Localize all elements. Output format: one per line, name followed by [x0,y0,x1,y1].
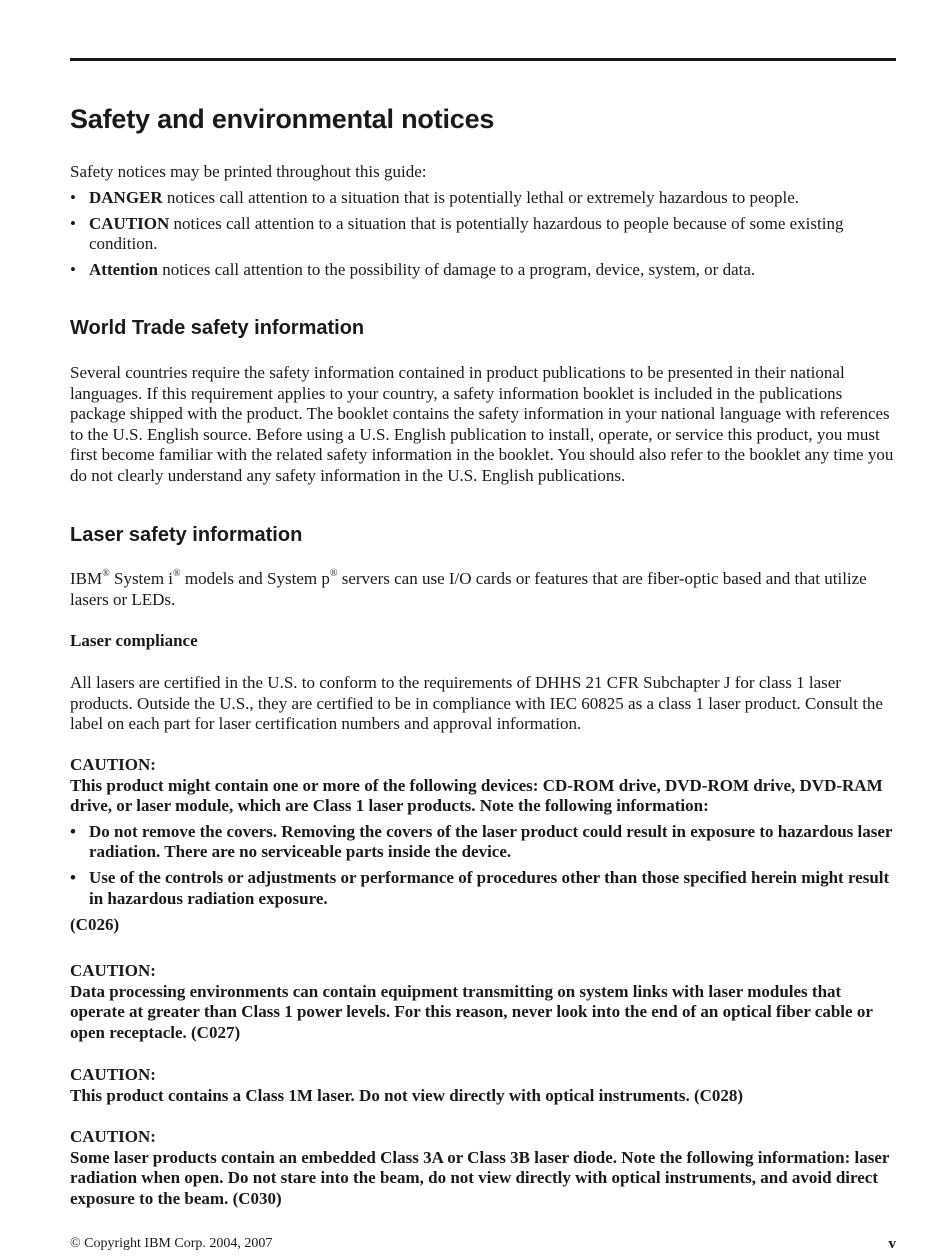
caution-bullets [70,822,896,910]
caution-label: CAUTION: [70,1065,156,1084]
caution-c028 [70,1065,896,1106]
caution-text: Data processing environments can contain equipment transmitting on system links with laser modules that operate at greater than Class 1 power levels. For this reason, never look into the end of an optical fiber cable or open receptacle. (C027) [70,981,873,1042]
notice-term: CAUTION [89,213,170,233]
laser-intro-block [70,569,896,610]
laser-heading: Laser safety information [70,524,303,546]
laser-compliance-heading: Laser compliance [70,631,198,650]
world-trade-body-block [70,363,896,487]
footer-page-number: v [888,1236,896,1252]
list-item [70,188,896,209]
notice-description: notices call attention to a situation that is potentially hazardous to people because of some existing condition. [89,213,844,254]
caution-label: CAUTION: [70,961,156,980]
notice-term: Attention [89,260,158,280]
list-item [70,260,896,281]
notice-description: notices call attention to the possibility of damage to a program, device, system, or data. [157,260,756,280]
caution-c030 [70,1127,896,1209]
caution-label: CAUTION: [70,1127,156,1146]
caution-text: Some laser products contain an embedded Class 3A or Class 3B laser diode. Note the following information: laser radiation when open. Do not stare into the beam, do not view directly with optical instruments, and avoid direct exposure to the beam. (C030) [70,1147,890,1208]
laser-compliance-heading-block [70,631,896,652]
laser-compliance-body-block [70,673,896,735]
intro-text: Safety notices may be printed throughout this guide: [70,162,427,181]
notice-term: DANGER [89,187,163,207]
caution-c027 [70,961,896,1043]
caution-code: (C026) [70,915,120,935]
caution-text: This product contains a Class 1M laser. Do not view directly with optical instruments. (C028) [70,1085,744,1105]
notice-types-list [70,188,896,281]
notice-description: notices call attention to a situation that is potentially lethal or extremely hazardous to people. [162,187,800,207]
top-rule [70,58,896,61]
page-title: Safety and environmental notices [70,104,495,134]
laser-compliance-body: All lasers are certified in the U.S. to conform to the requirements of DHHS 21 CFR Subchapter J for class 1 laser products. Outside the U.S., they are certified to be in compliance with IEC 60825 as a class 1 laser product. Consult the label on each part for laser certification numbers and approval information. [70,673,883,734]
list-item: • Use of the controls or adjustments or performance of procedures other than those specified herein might result in hazardous radiation exposure. [70,868,896,909]
footer-copyright: © Copyright IBM Corp. 2004, 2007 [70,1236,273,1251]
laser-intro: IBM® System i® models and System p® servers can use I/O cards or features that are fiber-optic based and that utilize lasers or LEDs. [70,568,867,609]
list-item [70,214,896,255]
caution-text: This product might contain one or more of the following devices: CD-ROM drive, DVD-ROM drive, DVD-RAM drive, or laser module, which are Class 1 laser products. Note the following information: [70,775,883,816]
world-trade-body: Several countries require the safety information contained in product publications to be presented in their national languages. If this requirement applies to your country, a safety information booklet is included in the publications package shipped with the product. The booklet contains the safety information in your national language with references to the U.S. English source. Before using a U.S. English publication to install, operate, or service this product, you must first become familiar with the related safety information in the booklet. You should also refer to the booklet any time you do not clearly understand any safety information in the U.S. English publications. [70,363,894,485]
world-trade-section [70,318,896,339]
caution-c026 [70,755,896,936]
caution-label: CAUTION: [70,755,156,774]
list-item: • Do not remove the covers. Removing the covers of the laser product could result in exposure to hazardous laser radiation. There are no serviceable parts inside the device. [70,822,896,863]
notice-intro-section [70,162,896,286]
world-trade-heading: World Trade safety information [70,317,365,339]
laser-section [70,525,896,546]
